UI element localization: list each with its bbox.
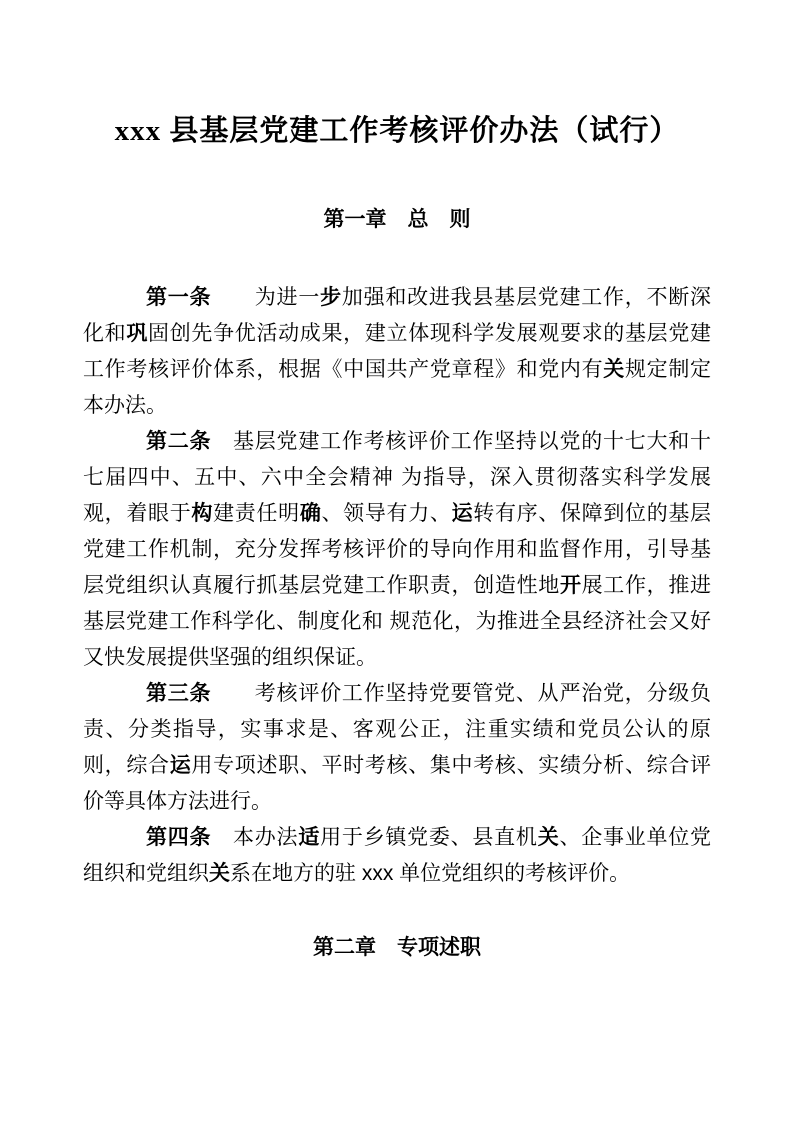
bold-text-run: 步 xyxy=(320,286,342,309)
text-run: 转有序、保障到位的基层党建工作机制，充分发挥考核评价的导向作用和监督作用，引导基层党组织认真履行抓基层党建工作职责，创造性地 xyxy=(83,502,712,597)
document-title: xxx 县基层党建工作考核评价办法（试行） xyxy=(114,115,680,147)
text-run: 考核评价工作坚持党要管党、从严治党，分级负责、分类指导，实事求是、客观公正，注重实绩和党员公认的原则，综合 xyxy=(83,682,711,777)
text-run: 建责任明 xyxy=(213,502,300,525)
text-run: 展工作，推进基层党建工作科学化、制度化和 规范化，为推进全县经济社会又好又快发展提供坚强的组织保证。 xyxy=(83,574,712,669)
bold-text-run: 运 xyxy=(451,502,474,525)
bold-text-run: 第三条 xyxy=(146,682,212,705)
bold-text-run: 第一条 xyxy=(146,286,212,309)
text-run: 用于乡镇党委、县直机 xyxy=(320,826,538,849)
bold-text-run: 关 xyxy=(537,826,560,849)
article-3-paragraph xyxy=(83,676,711,820)
text-run: 规定制定本办法。 xyxy=(83,358,712,417)
text-run: 加强和改进我县基层党建工作，不断深化和 xyxy=(83,286,712,345)
bold-text-run: 关 xyxy=(603,358,625,381)
text-run: 系在地方的驻 xxx 单位党组织的考核评价。 xyxy=(230,862,631,885)
bold-text-run: 构 xyxy=(191,502,214,525)
text-run: 基层党建工作考核评价工作坚持以党的十七大和十七届四中、五中、六中全会精神 为指导，深入贯彻落实科学发展观，着眼于 xyxy=(83,430,711,525)
text-run: 、领导有力、 xyxy=(321,502,452,525)
text-run: 本办法 xyxy=(211,826,299,849)
bold-text-run: 第二条 xyxy=(146,430,212,453)
text-run: 、企事业单位党组织和党组织 xyxy=(83,826,712,885)
bold-text-run: 关 xyxy=(209,862,230,885)
articles-section xyxy=(83,280,711,892)
article-4-paragraph xyxy=(83,820,711,892)
document-content xyxy=(83,110,711,964)
bold-text-run: 确 xyxy=(299,502,322,525)
article-2-paragraph xyxy=(83,424,711,676)
article-1-paragraph xyxy=(83,280,711,424)
bold-text-run: 适 xyxy=(298,826,321,849)
text-run: 为进一 xyxy=(211,286,321,309)
text-run: 固创先争优活动成果，建立体现科学发展观要求的基层党建工作考核评价体系，根据《中国共产党章程》和党内有 xyxy=(83,322,712,381)
text-run: 用专项述职、平时考核、集中考核、实绩分析、综合评价等具体方法进行。 xyxy=(83,754,712,813)
bold-text-run: 运 xyxy=(169,754,192,777)
chapter-1-heading: 第一章 总 则 xyxy=(323,208,471,231)
chapter-2-heading: 第二章 专项述职 xyxy=(313,936,481,959)
bold-text-run: 开 xyxy=(559,574,582,597)
bold-text-run: 第四条 xyxy=(146,826,212,849)
bold-text-run: 巩 xyxy=(126,322,149,345)
